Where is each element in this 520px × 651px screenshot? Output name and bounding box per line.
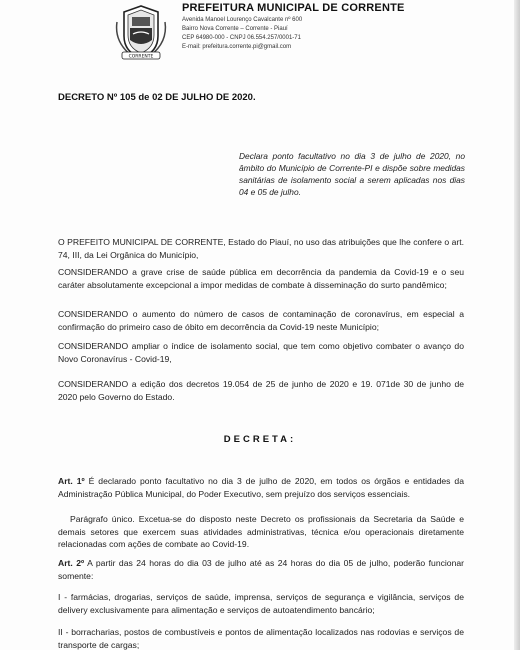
decree-title: DECRETO Nº 105 de 02 DE JULHO DE 2020. bbox=[58, 92, 256, 103]
decreta-heading: DECRETA: bbox=[223, 434, 297, 445]
considerando-text: ampliar o índice de isolamento social, que tem como objetivo combater o avanço do Novo Coronavírus - Covid-19, bbox=[58, 341, 464, 364]
considerando-lead: CONSIDERANDO bbox=[58, 267, 129, 277]
decree-summary: Declara ponto facultativo no dia 3 de julho de 2020, no âmbito do Município de Corrente-PI e dispõe sobre medidas sanitárias de isolamento social a serem aplicadas nos dias 04 e 05 de julho. bbox=[239, 151, 465, 197]
article-1-lead: Art. 1º bbox=[58, 476, 85, 486]
inciso-2: II - borracharias, postos de combustíveis e pontos de alimentação localizados nas rodovias e serviços de transporte de cargas; bbox=[58, 627, 464, 650]
letterhead bbox=[112, 2, 412, 62]
considerando-text: o aumento do número de casos de contaminação de coronavírus, em especial a confirmação do primeiro caso de óbito em decorrência da Covid-19 neste Município; bbox=[58, 309, 464, 332]
article-2-text: A partir das 24 horas do dia 03 de julho até as 24 horas do dia 05 de julho, poderão funcionar somente: bbox=[58, 558, 465, 581]
article-1-text: É declarado ponto facultativo no dia 3 de julho de 2020, em todos os órgãos e entidades da Administração Pública Municipal, do Poder Executivo, sem prejuízo dos serviços essenciais. bbox=[58, 476, 464, 499]
municipal-seal-icon bbox=[112, 2, 170, 62]
considerando-text: a edição dos decretos 19.054 de 25 de junho de 2020 e 19. 071de 30 de junho de 2020 pelo Governo do Estado. bbox=[58, 379, 464, 402]
inciso-1: I - farmácias, drogarias, serviços de saúde, imprensa, serviços de segurança e vigilância, serviços de delivery exclusivamente para alimentação e serviços de autoatendimento bancário; bbox=[58, 592, 464, 615]
considerando-paragraph bbox=[58, 266, 464, 291]
letterhead-text bbox=[182, 2, 405, 52]
organization-name: PREFEITURA MUNICIPAL DE CORRENTE bbox=[182, 2, 405, 14]
seal-text: CORRENTE bbox=[128, 54, 154, 60]
address-line: Avenida Manoel Lourenço Cavalcante nº 600 bbox=[182, 17, 303, 23]
considerando-lead: CONSIDERANDO bbox=[58, 379, 129, 389]
preamble-paragraph: O PREFEITO MUNICIPAL DE CORRENTE, Estado do Piauí, no uso das atribuições que lhe confere o art. 74, III, da Lei Orgânica do Município, bbox=[58, 237, 464, 260]
considerando-lead: CONSIDERANDO bbox=[58, 309, 129, 319]
cep-cnpj-line: CEP 64980-000 - CNPJ 06.554.257/0001-71 bbox=[182, 35, 301, 41]
scan-edge bbox=[514, 0, 520, 650]
considerando-paragraph bbox=[58, 340, 464, 365]
article-2-lead: Art. 2º bbox=[58, 558, 85, 568]
email-line: E-mail: prefeitura.corrente.pi@gmail.com bbox=[182, 44, 292, 50]
considerando-text: a grave crise de saúde pública em decorrência da pandemia da Covid-19 e o seu caráter absolutamente excepcional a impor medidas de combate à disseminação do surto pandêmico; bbox=[58, 267, 464, 290]
considerando-lead: CONSIDERANDO bbox=[58, 341, 129, 351]
neighborhood-line: Bairro Nova Corrente – Corrente - Piauí bbox=[182, 26, 288, 32]
paragrafo-unico: Parágrafo único. Excetua-se do disposto neste Decreto os profissionais da Secretaria da Saúde e demais setores que exercem suas atividades administrativas, técnica e/ou operacionais diretamente relacionadas com ações de combate ao Covid-19. bbox=[58, 514, 464, 550]
considerando-paragraph bbox=[58, 378, 464, 403]
considerando-paragraph bbox=[58, 308, 464, 333]
article-1 bbox=[58, 475, 464, 500]
article-2 bbox=[58, 557, 464, 582]
